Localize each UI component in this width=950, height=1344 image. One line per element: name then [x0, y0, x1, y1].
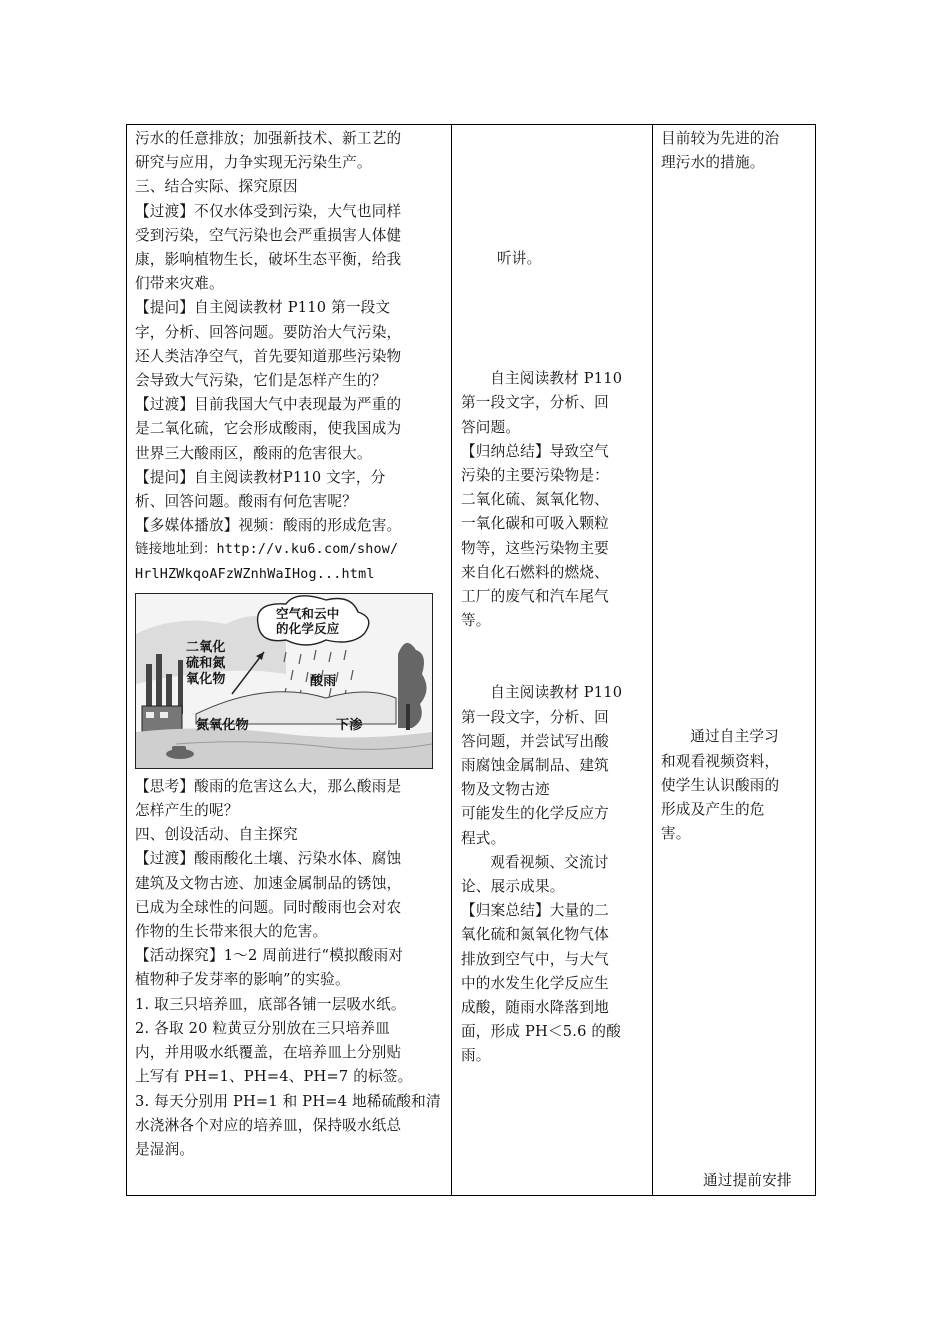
video-link: HrlHZWkqoAFzWZnhWaIHog...html — [135, 566, 375, 582]
text-line: 害。 — [661, 825, 691, 843]
text-line: 康，影响植物生长，破坏生态平衡，给我 — [135, 251, 402, 269]
text-line: 可能发生的化学反应方 — [461, 805, 609, 823]
text-line: 2. 各取 20 粒黄豆分别放在三只培养皿 — [135, 1019, 390, 1037]
text-line: 【过渡】目前我国大气中表现最为严重的 — [135, 396, 402, 414]
column-divider — [451, 125, 452, 1195]
text-line: 排放到空气中，与大气 — [461, 950, 609, 968]
text-line: 自主阅读教材 P110 — [490, 684, 623, 702]
design-intent-column — [661, 127, 811, 846]
text-line: 工厂的废气和汽车尾气 — [461, 588, 609, 606]
text-line: 【归纳总结】导致空气 — [461, 442, 609, 460]
figure-label: 硫和氮 — [186, 655, 226, 671]
text-line: 污染的主要污染物是： — [461, 467, 609, 485]
text-line: 雨。 — [461, 1047, 491, 1065]
video-link: 链接地址到：http://v.ku6.com/show/ — [135, 542, 399, 558]
text-line: 答问题，并尝试写出酸 — [461, 732, 609, 750]
text-line: 第一段文字，分析、回 — [461, 394, 609, 412]
text-line: 来自化石燃料的燃烧、 — [461, 563, 609, 581]
text-line: 听讲。 — [497, 250, 542, 267]
figure-label: 酸雨 — [310, 673, 337, 689]
text-line: 雨腐蚀金属制品、建筑 — [461, 757, 609, 775]
text-line: 【提问】自主阅读教材 P110 第一段文 — [135, 299, 391, 317]
text-line: 受到污染，空气污染也会严重损害人体健 — [135, 226, 402, 244]
column-divider — [652, 125, 653, 1195]
text-line: 形成及产生的危 — [661, 801, 765, 819]
text-line: 观看视频、交流讨 — [490, 853, 609, 871]
text-line: 是二氧化硫，它会形成酸雨，使我国成为 — [135, 420, 402, 438]
text-line: 们带来灾难。 — [135, 275, 224, 293]
teacher-activity-column — [135, 127, 447, 1162]
text-line: 第一段文字，分析、回 — [461, 708, 609, 726]
text-line: 析、回答问题。酸雨有何危害呢？ — [135, 493, 357, 511]
figure-label: 二氧化 — [186, 639, 226, 655]
text-line: 氧化硫和氮氧化物气体 — [461, 926, 609, 944]
text-line: 【提问】自主阅读教材P110 文字，分 — [135, 468, 386, 486]
figure-label: 的化学反应 — [276, 620, 340, 636]
text-line: 世界三大酸雨区，酸雨的危害很大。 — [135, 444, 372, 462]
text-line: 是湿润。 — [135, 1140, 195, 1158]
text-line: 【过渡】酸雨酸化土壤、污染水体、腐蚀 — [135, 850, 402, 868]
section-heading: 四、创设活动、自主探究 — [135, 826, 298, 844]
text-line: 【归案总结】大量的二 — [461, 902, 609, 920]
text-line: 研究与应用，力争实现无污染生产。 — [135, 154, 372, 172]
text-line: 内，并用吸水纸覆盖，在培养皿上分别贴 — [135, 1044, 402, 1062]
section-heading: 三、结合实际、探究原因 — [135, 178, 298, 196]
text-line: 怎样产生的呢？ — [135, 802, 239, 820]
text-line: 建筑及文物古迹、加速金属制品的锈蚀， — [135, 874, 402, 892]
lesson-table — [126, 124, 816, 1196]
text-line: 中的水发生化学反应生 — [461, 974, 609, 992]
text-line: 会导致大气污染，它们是怎样产生的？ — [135, 372, 387, 390]
text-line: 【多媒体播放】视频：酸雨的形成危害。 — [135, 517, 402, 535]
text-line: 成酸，随雨水降落到地 — [461, 999, 609, 1017]
text-line: 自主阅读教材 P110 — [490, 370, 623, 388]
text-line: 字，分析、回答问题。要防治大气污染， — [135, 323, 402, 341]
text-line: 通过提前安排 — [703, 1172, 792, 1189]
text-line: 答问题。 — [461, 418, 521, 436]
text-line: 水浇淋各个对应的培养皿，保持吸水纸总 — [135, 1116, 402, 1134]
design-intent-tail — [703, 1169, 813, 1193]
text-line: 物及文物古迹 — [461, 781, 550, 799]
text-line: 【活动探究】1～2 周前进行“模拟酸雨对 — [135, 947, 404, 965]
text-line: 等。 — [461, 612, 491, 630]
figure-label: 下渗 — [336, 717, 363, 733]
text-line: 通过自主学习 — [690, 728, 779, 746]
text-line: 和观看视频资料， — [661, 752, 780, 770]
figure-label: 氮氧化物 — [196, 717, 249, 733]
text-line: 1. 取三只培养皿，底部各铺一层吸水纸。 — [135, 995, 406, 1013]
figure-label: 氧化物 — [186, 671, 226, 687]
text-line: 程式。 — [461, 829, 506, 847]
text-line: 论、展示成果。 — [461, 878, 565, 896]
text-line: 已成为全球性的问题。同时酸雨也会对农 — [135, 898, 402, 916]
text-line: 物等，这些污染物主要 — [461, 539, 609, 557]
figure-label: 空气和云中 — [276, 605, 340, 621]
text-line: 作物的生长带来很大的危害。 — [135, 923, 328, 941]
text-line: 污水的任意排放；加强新技术、新工艺的 — [135, 130, 402, 147]
text-line: 二氧化硫、氮氧化物、 — [461, 491, 609, 509]
text-line: 3. 每天分别用 PH=1 和 PH=4 地稀硫酸和清 — [135, 1092, 441, 1110]
student-activity-column — [461, 127, 647, 1069]
text-line: 面，形成 PH＜5.6 的酸 — [461, 1023, 621, 1041]
text-line: 使学生认识酸雨的 — [661, 776, 780, 794]
text-line: 目前较为先进的治 — [661, 130, 780, 147]
text-line: 理污水的措施。 — [661, 154, 765, 172]
text-line: 植物种子发芽率的影响”的实验。 — [135, 971, 350, 989]
text-line: 还人类洁净空气，首先要知道那些污染物 — [135, 347, 402, 365]
text-line: 上写有 PH=1、PH=4、PH=7 的标签。 — [135, 1068, 413, 1086]
text-line: 一氧化碳和可吸入颗粒 — [461, 515, 609, 533]
text-line: 【思考】酸雨的危害这么大，那么酸雨是 — [135, 777, 402, 795]
text-line: 【过渡】不仅水体受到污染，大气也同样 — [135, 202, 402, 220]
acid-rain-diagram — [135, 593, 433, 769]
